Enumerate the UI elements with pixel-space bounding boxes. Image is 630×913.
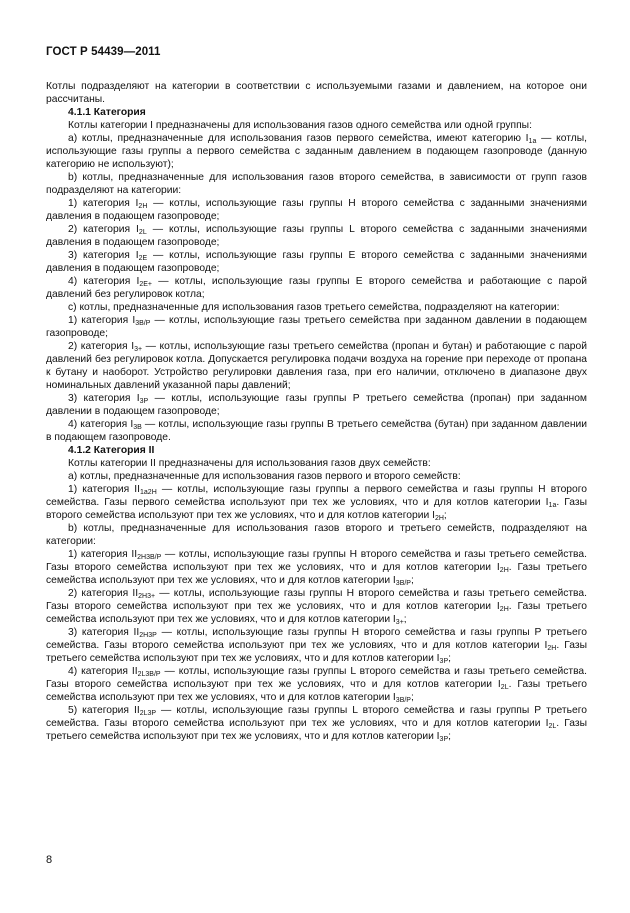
list-item-b-2: 2) категория $II_{2H3+}$ — котлы, использующие газы группы Н второго семейства и газы третьего семейства. Газы второго семейства используют при тех же условиях, что и для котлов категории $I_{2H}$. Газы третьего семейства используют при тех же условиях, что и для котлов категории $I_{3+}$; bbox=[46, 588, 588, 626]
list-item-c-2: 2) категория $I_{3+}$ — котлы, использующие газы третьего семейства (пропан и бутан) и работающие с парой давлений без регулировок котла. Допускается регулировка подачи воздуха на горение при переходе от пропана к бутану и наоборот. Устройство регулировки давления газа, при его наличии, отключено в диапазоне двух номинальных давлений указанной пары давлений; bbox=[46, 341, 587, 391]
document-header: ГОСТ Р 54439—2011 bbox=[46, 46, 161, 58]
section-heading-4-1-1: 4.1.1 Категория bbox=[68, 107, 146, 118]
list-item-c-1: 1) категория $I_{3B/P}$ — котлы, использующие газы третьего семейства при заданном давлении в подающем газопроводе; bbox=[46, 315, 587, 339]
list-item-c-3: 3) категория $I_{3P}$ — котлы, использующие газы группы Р третьего семейства (пропан) при заданном давлении в подающем газопроводе; bbox=[46, 393, 588, 417]
section-heading-4-1-2: 4.1.2 Категория II bbox=[68, 445, 155, 456]
list-item-b-2: 2) категория $I_{2L}$ — котлы, использующие газы группы L второго семейства с заданными значениями давления в подающем газопроводе; bbox=[46, 224, 587, 248]
list-item-b-1: 1) категория $II_{2H3B/P}$ — котлы, использующие газы группы Н второго семейства и газы третьего семейства. Газы второго семейства используют при тех же условиях, что и для котлов категории $I_{2H}$. Газы третьего семейства используют при тех же условиях, что и для котлов категории $I_{3B/P}$; bbox=[46, 549, 587, 587]
list-item-b: b) котлы, предназначенные для использования газов второго и третьего семейств, подразделяют на категории: bbox=[46, 523, 587, 547]
page-number: 8 bbox=[46, 854, 53, 866]
document-body bbox=[46, 80, 587, 743]
list-item-b-3: 3) категория $II_{2H3P}$ — котлы, использующие газы группы Н второго семейства и газы группы Р третьего семейства. Газы второго семейства используют при тех же условиях, что и для котлов категории $I_{2H}$. Газы третьего семейства используют при тех же условиях, что и для котлов категории $I_{3P}$; bbox=[46, 627, 588, 665]
list-item-b-4: 4) категория $I_{2E+}$ — котлы, использующие газы группы Е второго семейства и работающие с парой давлений без регулировок котла; bbox=[46, 276, 587, 300]
paragraph-intro: Котлы подразделяют на категории в соответствии с используемыми газами и давлением, на которое они рассчитаны. bbox=[46, 81, 587, 105]
list-item-b-4: 4) категория $II_{2L3B/P}$ — котлы, использующие газы группы L второго семейства и газы третьего семейства. Газы второго семейства используют при тех же условиях, что и для котлов категории $I_{2L}$. Газы третьего семейства используют при тех же условиях, что и для котлов категории $I_{3B/P}$; bbox=[46, 666, 588, 704]
paragraph: Котлы категории I предназначены для использования газов одного семейства или одной группы: bbox=[68, 120, 532, 131]
paragraph: Котлы категории II предназначены для использования газов двух семейств: bbox=[68, 458, 431, 469]
list-item-b-3: 3) категория $I_{2E}$ — котлы, использующие газы группы Е второго семейства с заданными значениями давления в подающем газопроводе; bbox=[46, 250, 588, 274]
list-item-c-4: 4) категория $I_{3B}$ — котлы, использующие газы группы В третьего семейства (бутан) при заданном давлении в подающем газопроводе. bbox=[46, 419, 588, 443]
list-item-b-1: 1) категория $I_{2H}$ — котлы, использующие газы группы Н второго семейства с заданными значениями давления в подающем газопроводе; bbox=[46, 198, 587, 222]
list-item-c: с) котлы, предназначенные для использования газов третьего семейства, подразделяют на категории: bbox=[68, 302, 560, 313]
list-item-b: b) котлы, предназначенные для использования газов второго семейства, в зависимости от групп газов подразделяют на категории: bbox=[46, 172, 587, 196]
list-item-a-1: 1) категория $II_{1a2H}$ — котлы, использующие газы группы а первого семейства и газы группы Н второго семейства. Газы первого семейства используют при тех же условиях, что и для котлов категории $I_{1a}$. Газы второго семейства используют при тех же условиях, что и для котлов категории $I_{2H}$; bbox=[46, 484, 588, 522]
list-item-a: а) котлы, предназначенные для использования газов первого и второго семейств: bbox=[68, 471, 461, 482]
list-item-a: а) котлы, предназначенные для использования газов первого семейства, имеют категорию $I_{1a}$ — котлы, использующие газы группы а первого семейства с заданным давлением в подающем газопроводе (данную категорию не используют); bbox=[46, 133, 587, 170]
list-item-b-5: 5) категория $II_{2L3P}$ — котлы, использующие газы группы L второго семейства и газы группы Р третьего семейства. Газы второго семейства используют при тех же условиях, что и для котлов категории $I_{2L}$. Газы третьего семейства используют при тех же условиях, что и для котлов категории $I_{3P}$; bbox=[46, 705, 588, 743]
